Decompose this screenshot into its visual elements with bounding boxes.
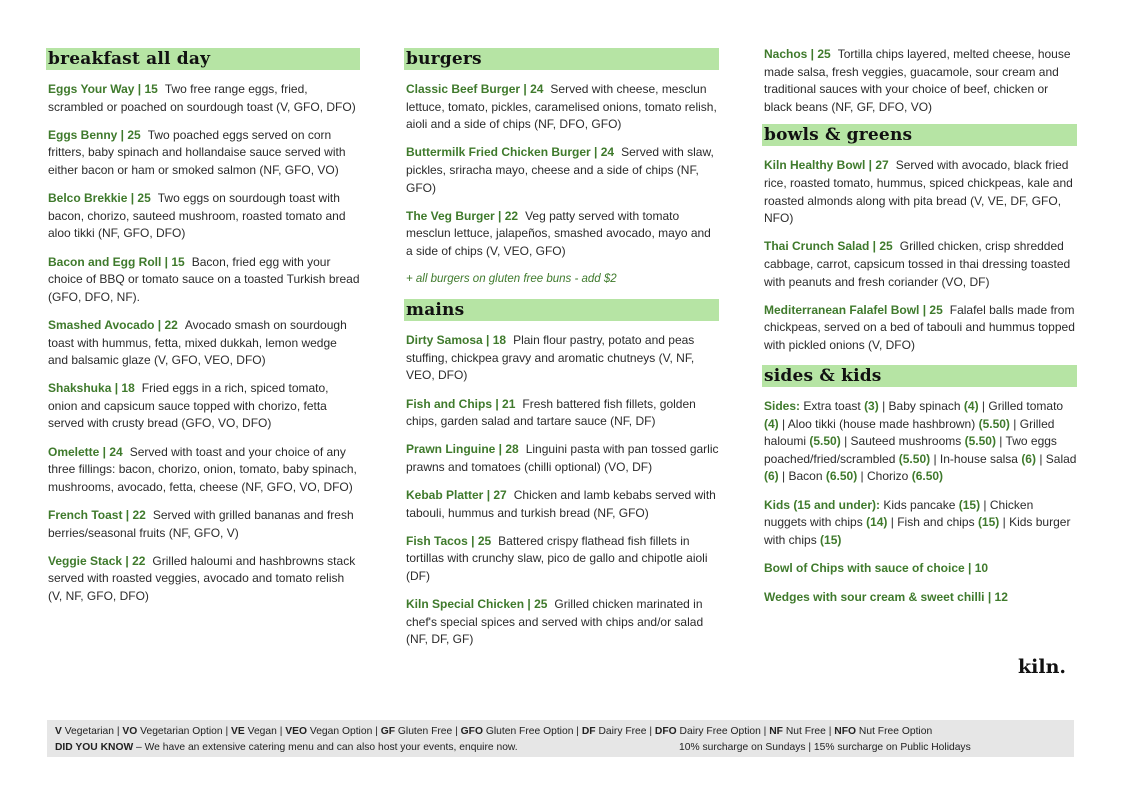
menu-item-name: Fish Tacos | 25 [406, 533, 492, 548]
side-item: Two eggs poached/fried/scrambled (5.50) [764, 434, 1057, 466]
menu-item [764, 157, 1077, 227]
menu-item-desc: Two free range eggs, fried, scrambled or poached on sourdough toast (V, GFO, DFO) [48, 82, 356, 114]
menu-item [48, 553, 360, 606]
wedges-item: Wedges with sour cream & sweet chilli | 12 [764, 589, 1008, 604]
side-item: Extra toast (3) [803, 399, 879, 414]
kids-item: Kids burger with chips (15) [764, 515, 1071, 547]
sides-label: Sides: [764, 399, 801, 414]
column-breakfast [46, 48, 360, 616]
side-item: Sauteed mushrooms (5.50) [850, 434, 996, 449]
side-item: Bacon (6.50) [788, 469, 858, 484]
menu-item-desc: Grilled haloumi and hashbrowns stack served with roasted veggies, avocado and tomato relish (V, NF, GFO, DFO) [48, 553, 356, 603]
menu-item-name: Veggie Stack | 22 [48, 553, 146, 568]
menu-item-name: Kebab Platter | 27 [406, 488, 507, 503]
menu-item-name: Nachos | 25 [764, 47, 831, 61]
column-bowls-sides [762, 46, 1077, 617]
menu-item-desc: Falafel balls made from chickpeas, served on a bed of tabouli and hummus topped with pickled onions (V, DFO) [764, 302, 1075, 352]
menu-item-desc: Fresh battered fish fillets, golden chips, garden salad and tartare sauce (NF, DF) [406, 396, 696, 429]
menu-item-name: Kiln Special Chicken | 25 [406, 597, 548, 612]
gluten-free-buns-note: + all burgers on gluten free buns - add $2 [406, 273, 617, 286]
surcharge-note: 10% surcharge on Sundays | 15% surcharge on Public Holidays [679, 742, 971, 753]
menu-item-desc: Fried eggs in a rich, spiced tomato, onion and capsicum sauce topped with chorizo, fetta served with crusty bread (GFO, VO, DFO) [48, 381, 329, 431]
kids-item: Chicken nuggets with chips (14) [764, 497, 1034, 530]
menu-item-desc: Two eggs on sourdough toast with bacon, chorizo, sauteed mushroom, roasted tomato and aloo tikki (NF, GFO, DFO) [48, 191, 346, 241]
menu-item [48, 444, 360, 497]
side-item: In-house salsa (6) [939, 451, 1036, 466]
menu-item-name: Shakshuka | 18 [48, 381, 135, 396]
side-item: Chorizo (6.50) [867, 469, 944, 484]
kids-item: Kids pancake (15) [883, 497, 981, 512]
menu-item [406, 596, 719, 649]
kids-list: Kids (15 and under): Kids pancake (15) | Chicken nuggets with chips (14) | Fish and chips (15) | Kids burger with chips (15) [764, 497, 1071, 547]
kids-item: Fish and chips (15) [897, 515, 1000, 530]
menu-item [406, 81, 719, 134]
menu-item-desc: Grilled chicken, crisp shredded cabbage, carrot, capsicum tossed in thai dressing toasted with peanuts and fresh coriander (VO, DF) [764, 239, 1071, 289]
menu-item-desc: Tortilla chips layered, melted cheese, house made salsa, fresh veggies, guacamole, sour cream and traditional sauces with your choice of beef, chicken or black beans (NF, GF, DFO, VO) [764, 47, 1071, 114]
side-item: Aloo tikki (house made hashbrown) (5.50) [787, 416, 1010, 431]
menu-item-name: Mediterranean Falafel Bowl | 25 [764, 302, 943, 317]
menu-item [764, 238, 1077, 291]
did-you-know-text: – We have an extensive catering menu and can also host your events, enquire now. [133, 742, 518, 753]
menu-item-desc: Veg patty served with tomato mesclun lettuce, jalapeños, smashed avocado, mayo and a side of chips (V, VEO, GFO) [406, 208, 711, 258]
menu-item-desc: Plain flour pastry, potato and peas stuffing, chickpea gravy and aromatic chutneys (V, NF, VEO, DFO) [406, 333, 695, 383]
menu-item-name: Belco Brekkie | 25 [48, 191, 151, 206]
menu-item [406, 533, 719, 586]
menu-item [406, 487, 719, 522]
menu-item-desc: Chicken and lamb kebabs served with tabouli, hummus and turkish bread (NF, GFO) [406, 488, 716, 520]
menu-item-desc: Bacon, fried egg with your choice of BBQ or tomato sauce on a toasted Turkish bread (GFO, DFO, NF). [48, 254, 360, 304]
menu-item-desc: Linguini pasta with pan tossed garlic prawns and tomatoes (chilli optional) (VO, DF) [406, 442, 719, 474]
section-title-bowls: bowls & greens [762, 124, 1077, 146]
menu-item-name: Kiln Healthy Bowl | 27 [764, 158, 889, 173]
legend-footer-line [55, 740, 1074, 756]
menu-item [406, 396, 719, 431]
section-title-mains: mains [404, 299, 719, 321]
kiln-logo: kiln. [1018, 656, 1067, 678]
column-burgers-mains [404, 48, 719, 660]
menu-item-desc: Grilled chicken marinated in chef's special spices and served with chips and/or salad (NF, DF, GF) [406, 597, 704, 647]
menu-item-name: Fish and Chips | 21 [406, 396, 516, 411]
menu-item-desc: Two poached eggs served on corn fritters, baby spinach and hollandaise sauce served with either bacon or ham or smoked salmon (NF, GFO, VO) [48, 127, 346, 177]
side-item: Grilled haloumi (5.50) [764, 416, 1055, 449]
menu-item-name: Classic Beef Burger | 24 [406, 82, 544, 96]
menu-item [48, 190, 360, 243]
menu-item [48, 380, 360, 433]
menu-item-name: Smashed Avocado | 22 [48, 317, 178, 332]
menu-item [406, 144, 719, 197]
menu-item-desc: Battered crispy flathead fish fillets in tortillas with crunchy slaw, pico de gallo and chipotle aioli (DF) [406, 533, 708, 584]
menu-item [406, 332, 719, 385]
sides-list: Sides: Extra toast (3) | Baby spinach (4) | Grilled tomato (4) | Aloo tikki (house made hashbrown) (5.50) | Grilled haloumi (5.50) | Sauteed mushrooms (5.50) | Two eggs poached/fried/scrambled (5.50) | In-house salsa (6) | Salad (6) | Bacon (6.50) | Chorizo (6.50) [764, 399, 1077, 484]
menu-item-desc: Served with grilled bananas and fresh berries/seasonal fruits (NF, GFO, V) [48, 508, 354, 540]
section-title-burgers: burgers [404, 48, 719, 70]
menu-item-name: French Toast | 22 [48, 508, 146, 523]
menu-item-name: Thai Crunch Salad | 25 [764, 239, 893, 254]
dietary-legend [47, 720, 1074, 757]
menu-item-name: Buttermilk Fried Chicken Burger | 24 [406, 145, 615, 160]
menu-item [48, 81, 360, 116]
menu-item-name: Bacon and Egg Roll | 15 [48, 254, 185, 269]
menu-item-desc: Served with cheese, mesclun lettuce, tomato, pickles, caramelised onions, tomato relish, aioli and a side of chips (NF, DFO, GFO) [406, 82, 717, 132]
menu-item-name: Eggs Your Way | 15 [48, 82, 158, 96]
menu-item [406, 441, 719, 476]
menu-item-desc: Served with avocado, black fried rice, roasted tomato, hummus, spiced chickpeas, kale and roasted almonds along with pita bread (V, VE, DF, GFO, NFO) [764, 158, 1073, 226]
section-title-breakfast: breakfast all day [46, 48, 360, 70]
side-item: Grilled tomato (4) [764, 399, 1064, 431]
menu-item-desc: Served with slaw, pickles, sriracha mayo, cheese and a side of chips (NF, GFO) [406, 145, 714, 195]
side-item: Salad (6) [764, 451, 1077, 484]
menu-item [48, 507, 360, 542]
legend-codes: V Vegetarian | VO Vegetarian Option | VE Vegan | VEO Vegan Option | GF Gluten Free | GFO Gluten Free Option | DF Dairy Free | DFO Dairy Free Option | NF Nut Free | NFO Nut Free Option [55, 726, 933, 737]
menu-item-name: Eggs Benny | 25 [48, 127, 141, 142]
menu-item-name: Prawn Linguine | 28 [406, 442, 519, 457]
menu-item-name: Dirty Samosa | 18 [406, 333, 507, 348]
menu-item [406, 208, 719, 261]
menu-item-desc: Avocado smash on sourdough toast with hummus, fetta, mixed dukkah, lemon wedge and balsamic glaze (V, GFO, VEO, DFO) [48, 317, 347, 368]
menu-item [764, 302, 1077, 355]
menu-item [48, 127, 360, 180]
menu-item [48, 317, 360, 370]
menu-item-name: The Veg Burger | 22 [406, 208, 519, 223]
menu-item-name: Omelette | 24 [48, 444, 123, 459]
kids-label: Kids (15 and under): [764, 497, 881, 512]
menu-item [764, 46, 1077, 116]
did-you-know-label: DID YOU KNOW [55, 742, 134, 753]
side-item: Baby spinach (4) [888, 399, 979, 414]
menu-item [48, 254, 360, 307]
bowl-of-chips-item: Bowl of Chips with sauce of choice | 10 [764, 561, 989, 576]
section-title-sides: sides & kids [762, 365, 1077, 387]
menu-item-desc: Served with toast and your choice of any three fillings: bacon, chorizo, onion, tomato, baby spinach, mushrooms, avocado, fetta, cheese (NF, GFO, VO, DFO) [48, 444, 357, 494]
